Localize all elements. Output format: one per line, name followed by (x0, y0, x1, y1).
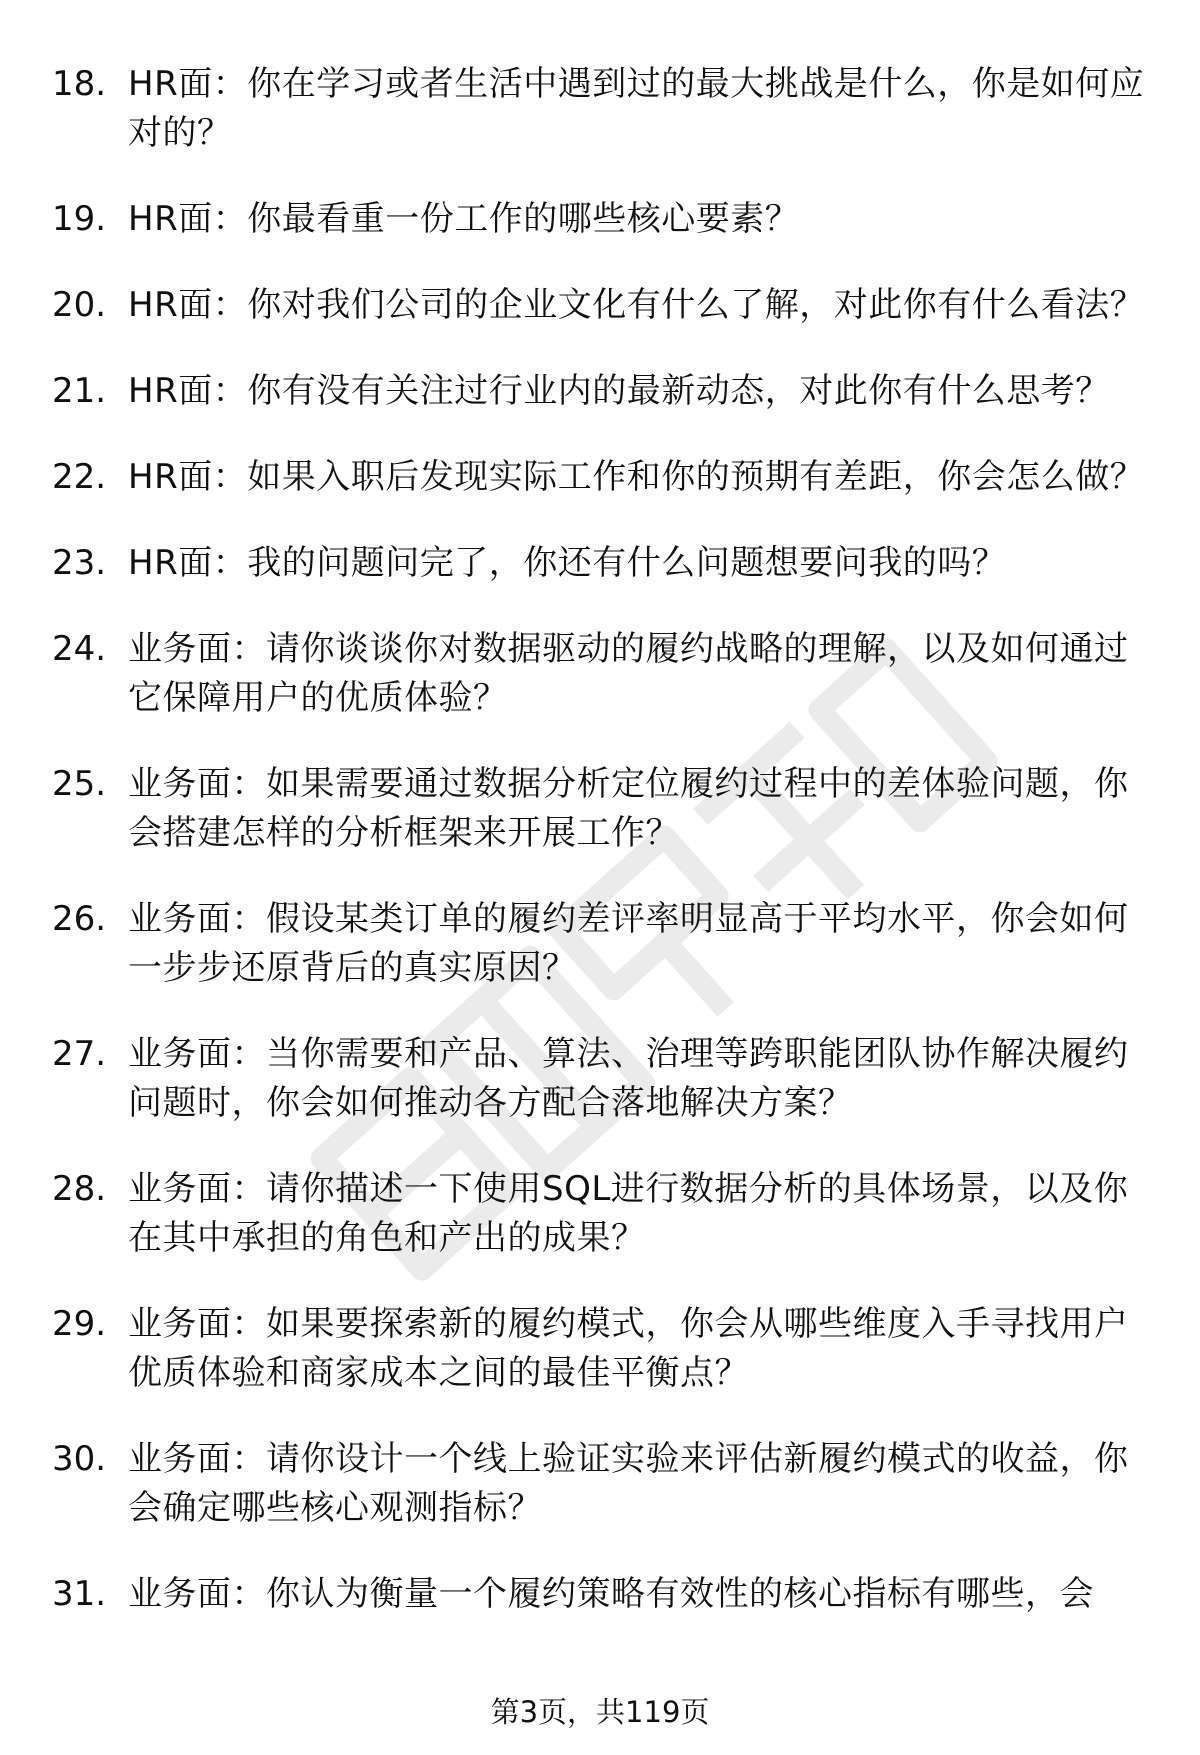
question-text (128, 1300, 1152, 1398)
question-text (128, 1030, 1152, 1128)
question-number: 27. (52, 1034, 107, 1074)
question-prefix: 业务面： (128, 629, 266, 669)
question-prefix: HR面： (128, 543, 248, 583)
question-number: 29. (52, 1304, 107, 1344)
question-item (52, 60, 1152, 158)
question-body: 如果需要通过数据分析定位履约过程中的差体验问题，你会搭建怎样的分析框架来开展工作？ (128, 764, 1129, 853)
page-number-label: 第3页，共119页 (490, 1695, 710, 1729)
question-number: 28. (52, 1169, 107, 1209)
question-item (52, 895, 1152, 993)
question-body: 你最看重一份工作的哪些核心要素？ (247, 199, 800, 239)
question-number: 18. (52, 64, 107, 104)
question-prefix: HR面： (128, 371, 248, 411)
question-body: 假设某类订单的履约差评率明显高于平均水平，你会如何一步步还原背后的真实原因？ (128, 899, 1129, 988)
question-item (52, 1165, 1152, 1263)
question-list (52, 60, 1152, 1656)
question-body: 你认为衡量一个履约策略有效性的核心指标有哪些，会 (266, 1574, 1094, 1614)
page-footer (0, 1692, 1200, 1732)
question-prefix: 业务面： (128, 1574, 266, 1614)
question-item (52, 1300, 1152, 1398)
question-number: 26. (52, 899, 107, 939)
question-body: 你对我们公司的企业文化有什么了解，对此你有什么看法？ (247, 285, 1145, 325)
question-text (128, 60, 1152, 158)
question-number: 22. (52, 457, 107, 497)
question-prefix: 业务面： (128, 1034, 266, 1074)
question-prefix: HR面： (128, 457, 248, 497)
question-body: 我的问题问完了，你还有什么问题想要问我的吗？ (247, 543, 1007, 583)
question-text (128, 539, 1152, 588)
question-prefix: HR面： (128, 285, 248, 325)
question-prefix: HR面： (128, 199, 248, 239)
question-body: 请你设计一个线上验证实验来评估新履约模式的收益，你会确定哪些核心观测指标？ (128, 1439, 1129, 1528)
question-number: 24. (52, 629, 107, 669)
question-item (52, 281, 1152, 330)
question-item (52, 367, 1152, 416)
question-text (128, 895, 1152, 993)
question-text (128, 760, 1152, 858)
question-number: 21. (52, 371, 107, 411)
question-prefix: 业务面： (128, 899, 266, 939)
question-body: 你在学习或者生活中遇到过的最大挑战是什么，你是如何应对的？ (128, 64, 1145, 153)
question-text (128, 1570, 1152, 1619)
question-item (52, 1435, 1152, 1533)
question-text (128, 1165, 1152, 1263)
question-text (128, 195, 1152, 244)
question-number: 25. (52, 764, 107, 804)
question-prefix: 业务面： (128, 1304, 266, 1344)
question-item (52, 1030, 1152, 1128)
question-body: 如果入职后发现实际工作和你的预期有差距，你会怎么做？ (247, 457, 1145, 497)
question-prefix: 业务面： (128, 764, 266, 804)
question-number: 20. (52, 285, 107, 325)
question-body: 如果要探索新的履约模式，你会从哪些维度入手寻找用户优质体验和商家成本之间的最佳平衡点？ (128, 1304, 1129, 1393)
question-number: 19. (52, 199, 107, 239)
question-text (128, 1435, 1152, 1533)
question-number: 31. (52, 1574, 107, 1614)
question-item (52, 539, 1152, 588)
question-body: 你有没有关注过行业内的最新动态，对此你有什么思考？ (247, 371, 1110, 411)
question-body: 当你需要和产品、算法、治理等跨职能团队协作解决履约问题时，你会如何推动各方配合落地解决方案？ (128, 1034, 1129, 1123)
question-text (128, 281, 1152, 330)
question-text (128, 453, 1152, 502)
question-body: 请你谈谈你对数据驱动的履约战略的理解，以及如何通过它保障用户的优质体验？ (128, 629, 1129, 718)
question-item (52, 195, 1152, 244)
question-prefix: 业务面： (128, 1439, 266, 1479)
question-body: 请你描述一下使用SQL进行数据分析的具体场景，以及你在其中承担的角色和产出的成果？ (128, 1169, 1129, 1258)
question-number: 23. (52, 543, 107, 583)
question-number: 30. (52, 1439, 107, 1479)
question-text (128, 367, 1152, 416)
question-item (52, 625, 1152, 723)
question-prefix: HR面： (128, 64, 248, 104)
question-text (128, 625, 1152, 723)
question-item (52, 760, 1152, 858)
question-prefix: 业务面： (128, 1169, 266, 1209)
question-item (52, 1570, 1152, 1619)
question-item (52, 453, 1152, 502)
